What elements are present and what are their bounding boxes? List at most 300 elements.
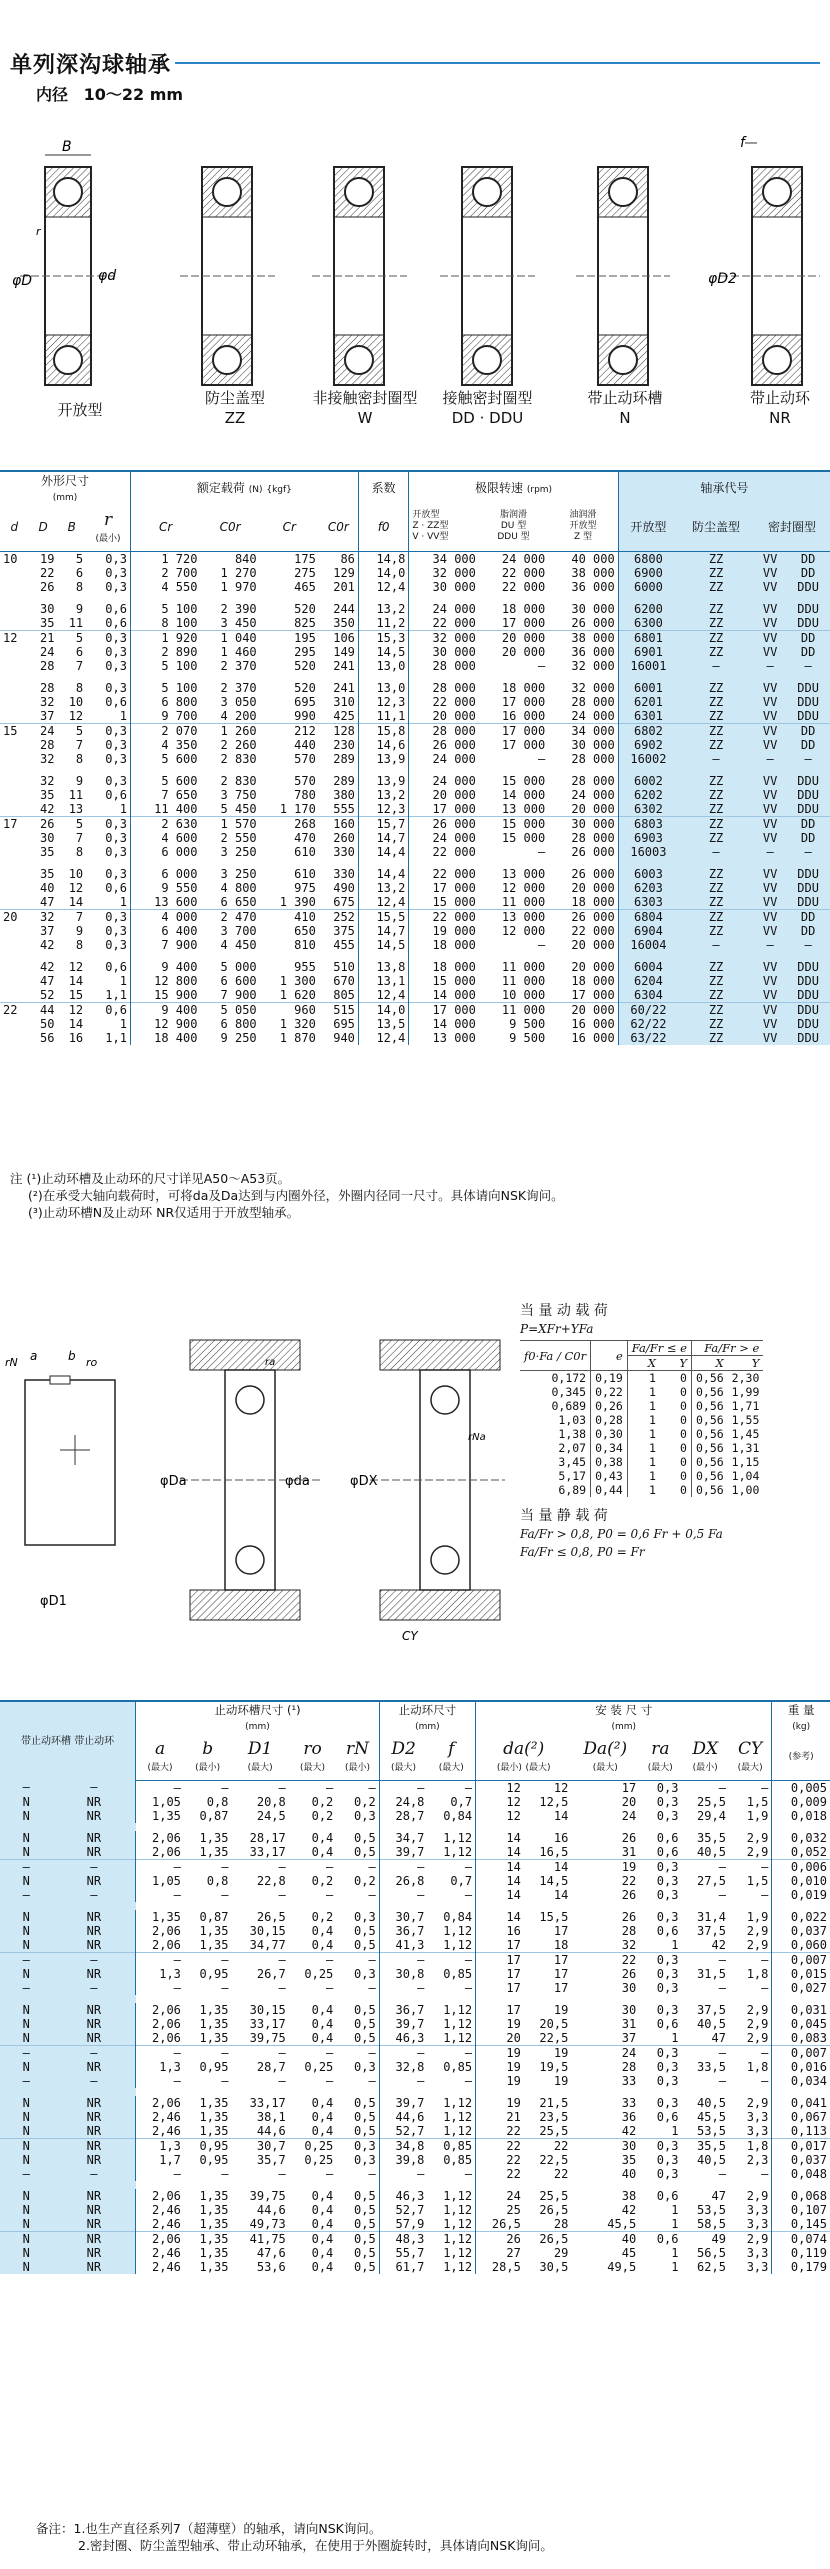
table-cell: 0,068 bbox=[790, 2188, 827, 2203]
table-cell bbox=[427, 1823, 475, 1831]
table-cell: 0,19 bbox=[591, 1371, 628, 1386]
table-cell: 6300 bbox=[618, 616, 678, 631]
table-cell: 1,9 bbox=[729, 1809, 772, 1823]
table-cell: 0,56 bbox=[695, 1469, 724, 1483]
table-cell bbox=[0, 2181, 53, 2189]
table-cell: 0,4 bbox=[311, 2030, 334, 2045]
table-cell: 9 400 bbox=[161, 959, 198, 974]
table-cell: VV bbox=[754, 551, 786, 566]
table-cell: 0,3 bbox=[86, 645, 130, 659]
table-row bbox=[0, 695, 830, 709]
table-cell: N bbox=[0, 2217, 53, 2232]
table-cell: ZZ bbox=[678, 602, 754, 616]
table-cell: 14 000 bbox=[501, 787, 546, 802]
table-cell: 0,95 bbox=[199, 2152, 229, 2167]
table-cell: 28,5 bbox=[491, 2259, 521, 2274]
table-cell: 0 bbox=[660, 1427, 692, 1441]
table-row bbox=[0, 2246, 830, 2260]
table-cell: 30,7 bbox=[395, 1909, 425, 1924]
table-cell: 2,30 bbox=[731, 1371, 760, 1385]
table-cell: 12 bbox=[57, 1002, 86, 1017]
table-cell bbox=[476, 1995, 524, 2003]
table-cell: 1,35 bbox=[199, 1923, 229, 1938]
table-row bbox=[0, 938, 830, 952]
table-cell: N bbox=[0, 1938, 53, 1953]
table-cell: 0,5 bbox=[336, 2189, 379, 2203]
table-cell: — bbox=[53, 2167, 136, 2181]
table-cell bbox=[618, 594, 678, 602]
table-cell: 0,5 bbox=[336, 2031, 379, 2046]
table-cell: N bbox=[0, 1910, 53, 1924]
table-row bbox=[0, 960, 830, 974]
table-cell: 17 bbox=[553, 1980, 569, 1995]
table-cell: 0,95 bbox=[199, 2059, 229, 2074]
table-cell: 2 830 bbox=[220, 773, 257, 788]
table-cell: 0,25 bbox=[304, 2152, 334, 2167]
table-cell: 1 320 bbox=[279, 1016, 316, 1031]
table-cell: 4 350 bbox=[161, 737, 198, 752]
table-cell bbox=[0, 695, 29, 709]
table-cell: 0 bbox=[660, 1483, 692, 1497]
table-cell bbox=[184, 2181, 232, 2189]
table-cell: 1,12 bbox=[427, 2017, 475, 2031]
table-cell bbox=[136, 1823, 184, 1831]
table-cell bbox=[678, 859, 754, 867]
table-cell: 26 bbox=[39, 579, 55, 594]
table-cell: 2,9 bbox=[729, 2017, 772, 2031]
table-cell: 11 000 bbox=[501, 894, 546, 909]
table-cell: 1,9 bbox=[729, 1910, 772, 1924]
table-cell: 34 000 bbox=[548, 723, 618, 738]
table-cell bbox=[336, 1902, 379, 1910]
table-cell: 19 bbox=[524, 2045, 572, 2060]
table-cell: 47 bbox=[39, 973, 55, 988]
table-cell: 47,6 bbox=[256, 2245, 286, 2260]
table-row bbox=[520, 1413, 763, 1427]
table-cell: 37 bbox=[39, 708, 55, 723]
table-cell: 0,34 bbox=[591, 1441, 628, 1455]
table-cell: 13,9 bbox=[358, 752, 408, 766]
table-cell: — bbox=[0, 2074, 53, 2088]
table-cell: — bbox=[0, 2167, 53, 2181]
table-cell: 0,345 bbox=[520, 1385, 591, 1399]
table-cell: 2,07 bbox=[520, 1441, 591, 1455]
note-1: 注 (¹)止动环槽及止动环的尺寸详见A50～A53页。 bbox=[10, 1171, 291, 1186]
table-cell: VV bbox=[754, 709, 786, 724]
table-cell: 1 300 bbox=[279, 973, 316, 988]
table-cell: — bbox=[427, 2167, 475, 2181]
table-cell: 19 bbox=[506, 2059, 521, 2074]
table-cell: 1,04 bbox=[731, 1469, 760, 1483]
table-row bbox=[0, 1845, 830, 1860]
table-cell: NR bbox=[53, 2003, 136, 2017]
table-cell: 24 bbox=[506, 2188, 521, 2203]
table-cell: 2,9 bbox=[729, 1938, 772, 1953]
table-cell bbox=[57, 952, 86, 960]
table-cell: — bbox=[786, 845, 830, 859]
table-cell: — bbox=[0, 1859, 53, 1874]
table-cell: 0,179 bbox=[790, 2259, 827, 2274]
table-cell: 17 000 bbox=[432, 801, 476, 816]
table-cell: 37,5 bbox=[697, 1923, 726, 1938]
table-cell: 1,12 bbox=[427, 2096, 475, 2110]
table-cell: 14 bbox=[476, 1859, 524, 1874]
table-cell: 380 bbox=[319, 788, 359, 802]
table-cell: 42 bbox=[711, 1937, 726, 1952]
table-cell bbox=[729, 1995, 772, 2003]
table-cell: 8 bbox=[75, 844, 84, 859]
table-cell: 0,3 bbox=[656, 2059, 679, 2074]
table-cell bbox=[336, 2088, 379, 2096]
table-cell: 7 900 bbox=[161, 937, 198, 952]
table-cell: 4 000 bbox=[130, 909, 200, 924]
table-cell: VV bbox=[754, 924, 786, 938]
table-cell: 19 bbox=[506, 2073, 521, 2088]
table-cell bbox=[479, 766, 548, 774]
table-cell: 30,5 bbox=[539, 2259, 569, 2274]
table-cell: 375 bbox=[319, 924, 359, 938]
table-cell: 14 bbox=[524, 1859, 572, 1874]
table-cell: VV bbox=[754, 1017, 786, 1031]
table-cell: 26,5 bbox=[539, 2202, 569, 2217]
table-cell: 0,045 bbox=[790, 2016, 827, 2031]
table-row bbox=[0, 1967, 830, 1981]
table-cell: 0,3 bbox=[86, 566, 130, 580]
table-cell: 38 000 bbox=[548, 630, 618, 645]
table-cell bbox=[524, 2181, 572, 2189]
table-row bbox=[0, 2153, 830, 2167]
table-cell: 2,9 bbox=[729, 2189, 772, 2203]
table-row bbox=[0, 895, 830, 910]
table-cell: 610 bbox=[294, 844, 316, 859]
table-cell bbox=[231, 1902, 288, 1910]
table-cell: 22 000 bbox=[432, 694, 476, 709]
table-cell: 0,005 bbox=[790, 1780, 827, 1795]
table-cell: 13,0 bbox=[358, 681, 408, 695]
table-cell bbox=[409, 594, 479, 602]
table-cell: 520 bbox=[294, 658, 316, 673]
table-cell: 0,2 bbox=[311, 1794, 334, 1809]
table-cell bbox=[639, 1995, 681, 2003]
table-row bbox=[0, 1795, 830, 1809]
table-cell: — bbox=[326, 1980, 334, 1995]
table-cell: 0,56 bbox=[695, 1385, 724, 1399]
table-cell: 0,30 bbox=[591, 1427, 628, 1441]
table-cell bbox=[639, 2088, 681, 2096]
table-cell: 18 000 bbox=[548, 974, 618, 988]
table-cell: 0,3 bbox=[86, 831, 130, 845]
table-cell: N bbox=[0, 2189, 53, 2203]
table-cell: N bbox=[0, 1874, 53, 1888]
table-cell: — bbox=[278, 1887, 286, 1902]
table-cell bbox=[53, 1902, 136, 1910]
table-cell: 6004 bbox=[618, 960, 678, 974]
table-cell: N bbox=[0, 2003, 53, 2017]
table-cell: 13,5 bbox=[358, 1017, 408, 1031]
table-cell: 1,7 bbox=[159, 2152, 181, 2167]
table-row bbox=[0, 1002, 830, 1017]
table-cell: 0,119 bbox=[790, 2245, 827, 2260]
table-cell: 5 100 bbox=[161, 601, 198, 616]
table-cell: 0,3 bbox=[86, 938, 130, 952]
table-cell: 9 bbox=[75, 601, 84, 616]
table-cell: 13 000 bbox=[479, 909, 548, 924]
table-cell: 0,3 bbox=[86, 723, 130, 738]
table-cell: 0,4 bbox=[311, 2259, 334, 2274]
note-2: (²)在承受大轴向载荷时，可将da及Da达到与内圈外径，外圈内径同一尺寸。具体请向NSK询问。 bbox=[28, 1188, 564, 1203]
table-cell: N bbox=[0, 1795, 53, 1809]
table-cell bbox=[260, 594, 319, 602]
table-cell: 1 920 bbox=[130, 630, 200, 645]
table-cell: — bbox=[729, 1780, 772, 1795]
table-cell: 45,5 bbox=[607, 2216, 637, 2231]
table-cell: ZZ bbox=[678, 924, 754, 938]
table-cell: 26 000 bbox=[548, 867, 618, 881]
table-cell bbox=[200, 594, 259, 602]
table-cell: ZZ bbox=[678, 709, 754, 724]
dynamic-load-body bbox=[520, 1371, 763, 1498]
table-cell bbox=[729, 1902, 772, 1910]
table-cell: VV bbox=[754, 909, 786, 924]
table-row bbox=[0, 551, 830, 566]
table-cell: 0,38 bbox=[591, 1455, 628, 1469]
table-cell: 30 bbox=[39, 830, 55, 845]
table-cell bbox=[427, 2088, 475, 2096]
table-cell: 6800 bbox=[618, 551, 678, 566]
table-cell bbox=[260, 859, 319, 867]
table-cell: — bbox=[786, 659, 830, 673]
table-cell: 252 bbox=[319, 909, 359, 924]
table-cell: 26 000 bbox=[548, 616, 618, 631]
table-cell: 6 800 bbox=[220, 1016, 257, 1031]
table-cell: 50 bbox=[39, 1016, 55, 1031]
table-cell: 57,9 bbox=[395, 2216, 425, 2231]
table-cell: ZZ bbox=[678, 1031, 754, 1045]
table-cell: DD bbox=[786, 924, 830, 938]
spacer-row bbox=[0, 766, 830, 774]
table-cell: 16002 bbox=[618, 752, 678, 766]
table-cell: — bbox=[0, 1780, 53, 1795]
table-cell bbox=[289, 2181, 337, 2189]
table-cell: — bbox=[221, 1780, 229, 1795]
table-cell: — bbox=[231, 1952, 288, 1967]
table-row bbox=[0, 1031, 830, 1045]
table-cell bbox=[0, 845, 29, 859]
table-cell: DDU bbox=[786, 695, 830, 709]
table-cell: — bbox=[754, 752, 786, 766]
table-cell bbox=[130, 952, 200, 960]
table-cell: 0,28 bbox=[591, 1413, 628, 1427]
table-cell: 22,5 bbox=[539, 2030, 569, 2045]
table-row bbox=[0, 2217, 830, 2232]
table-cell: 26,7 bbox=[256, 1966, 286, 1981]
table-cell: 1 bbox=[649, 1385, 656, 1399]
table-cell: 6903 bbox=[618, 831, 678, 845]
table-cell: — bbox=[289, 1952, 337, 1967]
table-cell: 24 000 bbox=[501, 551, 546, 566]
table-cell: 14,0 bbox=[358, 1002, 408, 1017]
table-cell: 2,9 bbox=[729, 2096, 772, 2110]
table-cell: 16,5 bbox=[539, 1844, 569, 1859]
table-cell: 0,3 bbox=[336, 2060, 379, 2074]
table-cell: 2 370 bbox=[220, 658, 257, 673]
table-cell: 63/22 bbox=[618, 1031, 678, 1045]
table-cell: — bbox=[336, 2045, 379, 2060]
table-row bbox=[0, 580, 830, 594]
table-cell bbox=[427, 2181, 475, 2189]
table-cell: 0,5 bbox=[336, 2203, 379, 2217]
table-cell: 22 bbox=[506, 2166, 521, 2181]
table-cell: VV bbox=[754, 616, 786, 631]
table-cell: NR bbox=[53, 2246, 136, 2260]
table-cell: 2 550 bbox=[220, 830, 257, 845]
table-cell: 22 000 bbox=[501, 565, 546, 580]
table-cell: 16001 bbox=[618, 659, 678, 673]
table-cell: 19,5 bbox=[539, 2059, 569, 2074]
table-cell: VV bbox=[754, 645, 786, 659]
table-cell: 20 000 bbox=[432, 787, 476, 802]
table-cell: 11 000 bbox=[501, 959, 546, 974]
table-cell: 28 000 bbox=[432, 680, 476, 695]
table-cell: 350 bbox=[319, 616, 359, 631]
table-cell: 6301 bbox=[618, 709, 678, 724]
table-cell: 11,2 bbox=[358, 616, 408, 631]
table-cell: 13,8 bbox=[358, 960, 408, 974]
table-cell: 3 450 bbox=[220, 615, 257, 630]
table-cell: 4 550 bbox=[161, 579, 198, 594]
table-cell: 10 bbox=[3, 551, 18, 566]
table-cell: 33,17 bbox=[249, 2016, 286, 2031]
table-cell: 1,71 bbox=[731, 1399, 760, 1413]
table-cell: 37 bbox=[621, 2030, 637, 2045]
table-cell: 0,113 bbox=[790, 2123, 827, 2138]
table-cell bbox=[130, 673, 200, 681]
table-cell: ZZ bbox=[678, 645, 754, 659]
table-cell bbox=[0, 974, 29, 988]
table-cell: 0,85 bbox=[427, 2153, 475, 2167]
table-cell: 0 bbox=[660, 1455, 692, 1469]
table-cell bbox=[86, 673, 130, 681]
table-cell: DDU bbox=[786, 1031, 830, 1045]
table-cell: N bbox=[0, 2124, 53, 2139]
table-cell: 17 000 bbox=[432, 880, 476, 895]
table-cell: 1 bbox=[671, 2123, 679, 2138]
table-cell: 310 bbox=[319, 695, 359, 709]
table-cell: 0,6 bbox=[86, 602, 130, 616]
table-cell bbox=[0, 673, 29, 681]
table-cell: — bbox=[678, 659, 754, 673]
note-3: (³)止动环槽N及止动环 NR仅适用于开放型轴承。 bbox=[28, 1205, 300, 1220]
table-cell: 16 000 bbox=[548, 1031, 618, 1045]
table-cell: — bbox=[729, 1952, 772, 1967]
table-cell: 3,3 bbox=[729, 2110, 772, 2124]
table-cell: 1,5 bbox=[729, 1874, 772, 1888]
table-row bbox=[0, 867, 830, 881]
type-label-n: 带止动环槽 N bbox=[587, 389, 663, 427]
table-cell bbox=[0, 788, 29, 802]
table-cell: 28 000 bbox=[548, 695, 618, 709]
table-cell: — bbox=[336, 1859, 379, 1874]
table-cell: 1 390 bbox=[279, 894, 316, 909]
table-cell: 0,87 bbox=[199, 1909, 229, 1924]
table-row bbox=[0, 2138, 830, 2153]
table-row bbox=[0, 909, 830, 924]
table-cell: 28,17 bbox=[249, 1830, 286, 1845]
table-cell: 2,9 bbox=[729, 2003, 772, 2017]
table-cell: 17 000 bbox=[479, 723, 548, 738]
table-cell: NR bbox=[53, 2231, 136, 2246]
table-cell: DDU bbox=[786, 802, 830, 817]
table-cell: — bbox=[184, 2045, 232, 2060]
remark-1: 备注：1.也生产直径系列7（超薄壁）的轴承，请向NSK询问。 bbox=[36, 2521, 382, 2536]
table-cell: 30 000 bbox=[432, 644, 476, 659]
table-cell bbox=[136, 1995, 184, 2003]
table-cell: 39,7 bbox=[395, 1844, 425, 1859]
table-cell: 0,032 bbox=[790, 1830, 827, 1845]
table-cell: 0,3 bbox=[86, 752, 130, 766]
table-cell: 0,8 bbox=[206, 1873, 229, 1888]
table-cell: 16 bbox=[68, 1030, 84, 1045]
label-ra: ra bbox=[265, 1357, 276, 1368]
table-cell bbox=[479, 673, 548, 681]
table-cell: 14,5 bbox=[539, 1873, 569, 1888]
table-cell: 40 bbox=[39, 880, 55, 895]
table-cell: 0,85 bbox=[427, 2138, 475, 2153]
table-cell: 1,35 bbox=[199, 2216, 229, 2231]
table-cell: VV bbox=[754, 723, 786, 738]
table-cell: DD bbox=[786, 909, 830, 924]
table-cell: 12 800 bbox=[154, 973, 198, 988]
table-cell: ZZ bbox=[678, 909, 754, 924]
dynamic-load-table: f0·Fa / C0r e Fa/Fr ≤ e Fa/Fr > e X Y X Y 0,172 0,19 1 0 0,56 2,30 0,345 0,22 1 0 0,56 1,99 0,689 0,26 1 0 0,56 1,71 1,03 0,28 1 0 0,56 1,55 1,38 0,30 1 0 0,56 1,45 2,07 0,34 1 0 0,56 1,31 3,45 0,38 1 0 0,56 1,15 5,17 0,43 1 0 0,56 1,04 6,89 0,44 1 0 0,56 1,00 bbox=[520, 1340, 763, 1497]
table-cell: 5,17 bbox=[520, 1469, 591, 1483]
table-cell: 24 000 bbox=[548, 709, 618, 724]
table-cell: 25 bbox=[506, 2202, 521, 2217]
table-cell: 0 bbox=[660, 1413, 692, 1427]
table-cell: 0,6 bbox=[639, 2231, 681, 2246]
table-cell bbox=[231, 2088, 288, 2096]
table-cell: 32 000 bbox=[548, 681, 618, 695]
table-cell: 36 000 bbox=[548, 580, 618, 594]
table-cell: 1,1 bbox=[86, 988, 130, 1003]
table-cell: 1,35 bbox=[199, 1844, 229, 1859]
table-cell: — bbox=[53, 1859, 136, 1874]
table-cell: 0,4 bbox=[311, 2216, 334, 2231]
table-cell: ZZ bbox=[678, 895, 754, 910]
table-cell: 0,4 bbox=[311, 1923, 334, 1938]
table-cell: 1,15 bbox=[731, 1455, 760, 1469]
table-cell: VV bbox=[754, 630, 786, 645]
table-cell bbox=[0, 2088, 53, 2096]
table-row bbox=[0, 1910, 830, 1924]
table-cell: 6 000 bbox=[161, 844, 198, 859]
table-cell: 12 bbox=[68, 959, 84, 974]
table-cell bbox=[678, 952, 754, 960]
table-cell: 2,06 bbox=[152, 2188, 181, 2203]
table-cell: 40,5 bbox=[697, 2095, 726, 2110]
table-cell: 14,5 bbox=[358, 938, 408, 952]
table-cell: 56,5 bbox=[697, 2245, 726, 2260]
table-cell: 34 000 bbox=[432, 551, 476, 566]
table-cell: ZZ bbox=[678, 960, 754, 974]
table-cell: — bbox=[718, 1780, 726, 1795]
table-cell: — bbox=[289, 1859, 337, 1874]
table-cell: — bbox=[136, 1859, 184, 1874]
table-cell bbox=[0, 938, 29, 952]
table-cell: 48,3 bbox=[379, 2231, 427, 2246]
table-cell: 16004 bbox=[618, 938, 678, 952]
table-row bbox=[0, 2045, 830, 2060]
